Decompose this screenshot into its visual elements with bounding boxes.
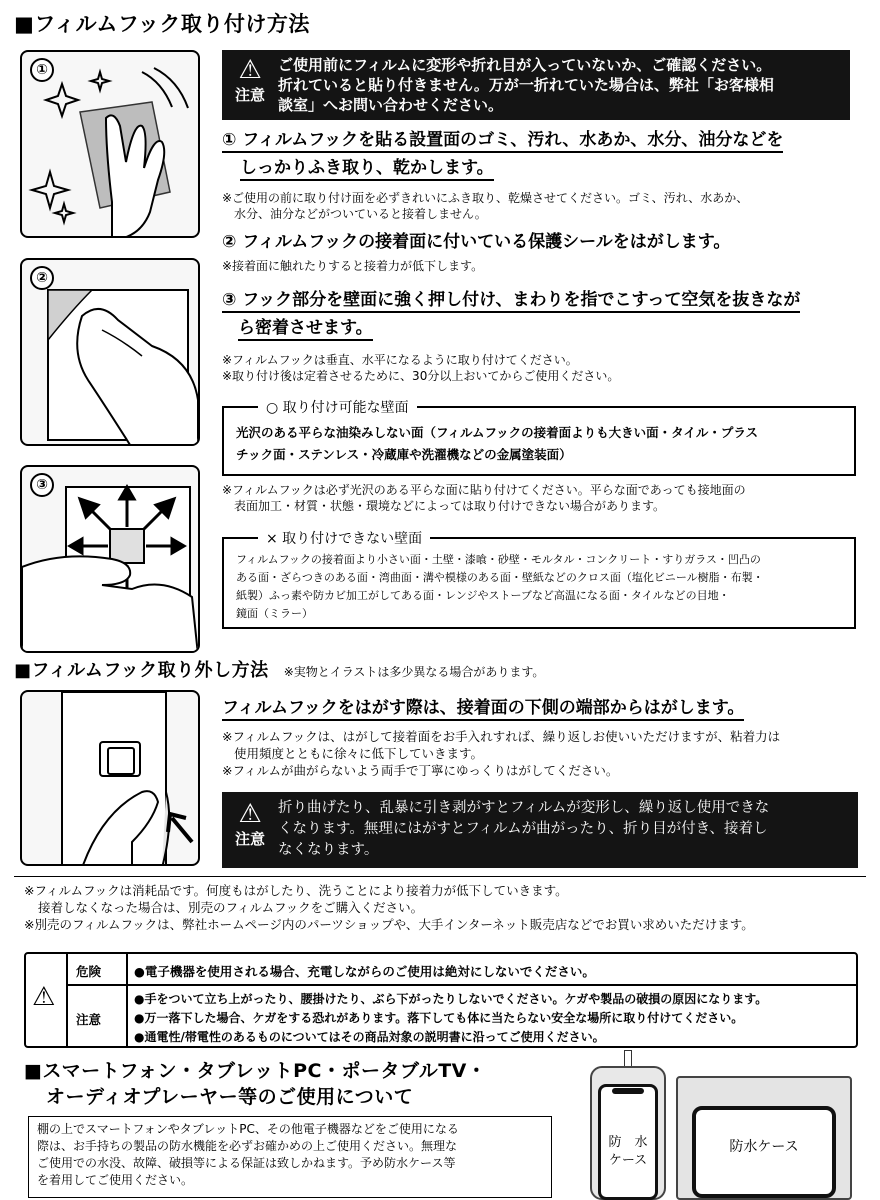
ng-wall-line: フィルムフックの接着面より小さい面・土壁・漆喰・砂壁・モルタル・コンクリート・すりガラス・凹凸の: [236, 553, 761, 566]
remove-caution-icon: [230, 800, 270, 849]
illustration-remove: [20, 690, 200, 866]
remove-caution-box: [222, 792, 858, 868]
arrow-icon: [168, 814, 192, 842]
step-2-note: ※接着面に触れたりすると接着力が低下します。: [222, 259, 484, 273]
remove-notes: [222, 728, 780, 779]
step-3-notes: [222, 352, 619, 384]
divider: [14, 876, 866, 877]
consumable-notes: [24, 882, 754, 933]
danger-text: ●電子機器を使用される場合、充電しながらのご使用は絶対にしないでください。: [134, 964, 595, 979]
install-heading: ■フィルムフック取り付け方法: [14, 12, 310, 36]
step-1: [222, 126, 783, 182]
step-1-notes: [222, 190, 748, 222]
install-caution-box: [222, 50, 850, 120]
warning-icon: ⚠: [238, 799, 262, 829]
install-caution-line: 談室」へお問い合わせください。: [278, 96, 504, 114]
step-3-line: ら密着させます。: [238, 318, 373, 341]
remove-heading-row: [14, 656, 874, 682]
ok-wall-box: [222, 400, 856, 476]
remove-note: ※フィルムフックは、はがして接着面をお手入れすれば、繰り返しお使いいただけますが、粘着力は: [222, 729, 781, 744]
devices-body: [28, 1116, 552, 1198]
devices-heading-line: ■スマートフォン・タブレットPC・ポータブルTV・: [24, 1060, 487, 1082]
install-caution-line: 折れていると貼り付きません。万が一折れていた場合は、弊社「お客様相: [278, 76, 774, 94]
remove-note: ※フィルムが曲がらないよう両手で丁寧にゆっくりはがしてください。: [222, 763, 619, 778]
devices-body-line: 際は、お手持ちの製品の防水機能を必ずお確かめの上ご使用ください。無理な: [37, 1139, 458, 1153]
ok-wall-line: チック面・ステンレス・冷蔵庫や洗濯機などの金属塗装面）: [236, 447, 572, 462]
illustration-3-number: ③: [30, 473, 54, 497]
safety-caution-line: ●万一落下した場合、ケガをする恐れがあります。落下しても体に当たらない安全な場所に取り付けてください。: [134, 1011, 744, 1025]
step-3-line: ③ フック部分を壁面に強く押し付け、まわりを指でこすって空気を抜きなが: [222, 290, 800, 313]
step-2-line: ② フィルムフックの接着面に付いている保護シールをはがします。: [222, 232, 731, 252]
install-caution-icon: [230, 56, 270, 105]
devices-heading: [24, 1058, 486, 1110]
remove-caution-line: なくなります。: [278, 842, 379, 858]
phone-case-illustration: [590, 1050, 666, 1200]
illustration-2: [20, 258, 200, 446]
install-caution-line: ご使用前にフィルムに変形や折れ目が入っていないか、ご確認ください。: [278, 56, 772, 74]
step-3-note: ※フィルムフックは垂直、水平になるように取り付けてください。: [222, 353, 578, 367]
phone-case-label: 防 水 ケース: [608, 1135, 648, 1168]
ok-wall-line: 光沢のある平らな油染みしない面（フィルムフックの接着面よりも大きい面・タイル・プラス: [236, 425, 759, 440]
phone-notch: [612, 1088, 644, 1094]
safety-caution-line: ●通電性/帯電性のあるものについてはその商品対象の説明書に沿ってご使用ください。: [134, 1030, 605, 1044]
remove-illustration: [22, 692, 200, 866]
safety-warning-icon: ⚠: [32, 982, 56, 1012]
ng-wall-box: [222, 531, 856, 629]
remove-heading-note: ※実物とイラストは多少異なる場合があります。: [283, 665, 545, 679]
step-1-note: ※ご使用の前に取り付け面を必ずきれいにふき取り、乾燥させてください。ゴミ、汚れ、水あか、: [222, 191, 749, 205]
warning-icon: ⚠: [238, 55, 262, 85]
illustration-2-number: ②: [30, 266, 54, 290]
ng-wall-line: 鏡面（ミラー）: [236, 607, 313, 620]
illustration-3: [20, 465, 200, 653]
safety-caution-line: ●手をついて立ち上がったり、腰掛けたり、ぶら下がったりしないでください。ケガや製品の破損の原因になります。: [134, 992, 768, 1006]
step-2: [222, 228, 730, 256]
install-caution-label: 注意: [234, 86, 265, 104]
illustration-1-number: ①: [30, 58, 54, 82]
ng-wall-title: × 取り付けできない壁面: [258, 528, 430, 548]
safety-caution-label: 注意: [76, 1012, 102, 1027]
sparkle-icon: [55, 204, 73, 222]
devices-body-line: ご使用での水没、故障、破損等による保証は致しかねます。予め防水ケース等: [37, 1156, 456, 1170]
remove-note: 使用頻度とともに徐々に低下していきます。: [234, 746, 484, 761]
sparkle-icon: [91, 72, 109, 90]
consumable-note: ※別売のフィルムフックは、弊社ホームページ内のパーツショップや、大手インターネット販売店などでお買い求めいただけます。: [24, 917, 754, 932]
step-1-note: 水分、油分などがついていると接着しません。: [234, 207, 487, 221]
step-3-note: ※取り付け後は定着させるために、30分以上おいてからご使用ください。: [222, 369, 620, 383]
remove-caution-label: 注意: [234, 830, 265, 848]
devices-heading-line: オーディオプレーヤー等のご使用について: [46, 1086, 414, 1108]
ng-wall-line: ある面・ざらつきのある面・湾曲面・溝や模様のある面・壁紙などのクロス面（塩化ビニール樹脂・布製・: [236, 571, 764, 584]
safety-table: [24, 952, 858, 1048]
ok-wall-title: ○ 取り付け可能な壁面: [258, 397, 417, 417]
remove-step: [222, 694, 744, 722]
danger-label: 危険: [76, 964, 102, 979]
consumable-note: 接着しなくなった場合は、別売のフィルムフックをご購入ください。: [38, 900, 424, 915]
remove-step-text: フィルムフックをはがす際は、接着面の下側の端部からはがします。: [222, 698, 744, 721]
ok-wall-notes: [222, 482, 746, 514]
sparkle-icon: [46, 84, 78, 116]
devices-body-line: 棚の上でスマートフォンやタブレットPC、その他電子機器などをご使用になる: [37, 1122, 459, 1136]
remove-caution-line: 折り曲げたり、乱暴に引き剥がすとフィルムが変形し、繰り返し使用できな: [278, 800, 770, 816]
tablet-case-illustration: [676, 1076, 852, 1200]
consumable-note: ※フィルムフックは消耗品です。何度もはがしたり、洗うことにより接着力が低下していきます。: [24, 883, 568, 898]
step-1-line: ① フィルムフックを貼る設置面のゴミ、汚れ、水あか、水分、油分などを: [222, 130, 783, 153]
ok-wall-note: 表面加工・材質・状態・環境などによっては取り付けできない場合があります。: [234, 499, 666, 513]
illustration-1: [20, 50, 200, 238]
remove-caution-line: くなります。無理にはがすとフィルムが曲がったり、折り目が付き、接着し: [278, 821, 768, 837]
step-1-line: しっかりふき取り、乾かします。: [240, 158, 494, 181]
devices-body-line: を着用してご使用ください。: [37, 1173, 194, 1187]
ng-wall-line: 紙製）ふっ素や防カビ加工がしてある面・レンジやストーブなど高温になる面・タイルなどの目地・: [236, 589, 730, 602]
ok-wall-note: ※フィルムフックは必ず光沢のある平らな面に貼り付けてください。平らな面であっても接地面の: [222, 483, 746, 497]
step-3: [222, 286, 800, 342]
tablet-case-label: 防水ケース: [729, 1139, 799, 1155]
sparkle-icon: [32, 172, 68, 208]
remove-heading: ■フィルムフック取り外し方法: [14, 660, 269, 681]
